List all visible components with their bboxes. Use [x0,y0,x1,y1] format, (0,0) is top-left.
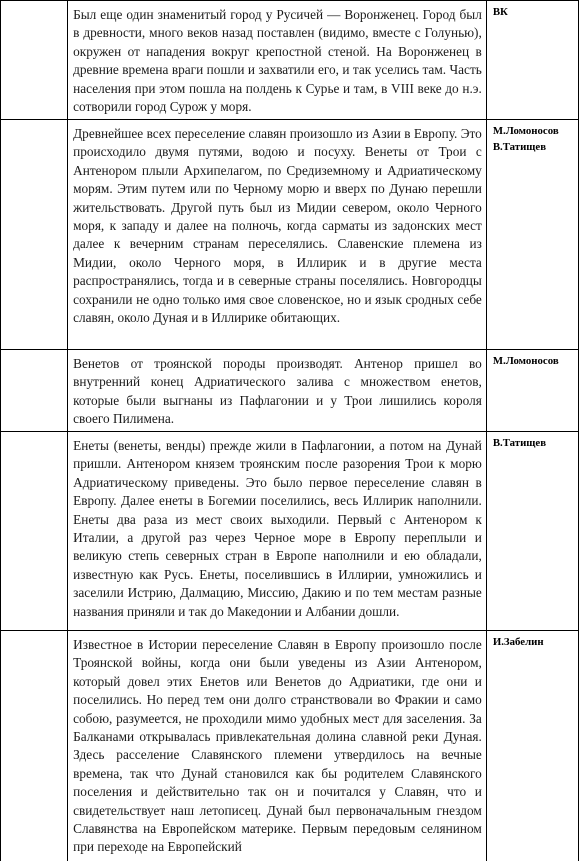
author-name: М.Ломоносов [492,355,559,367]
quote-text: Был еще один знаменитый город у Русичей — Воронженец. Город был в древности, много веков назад поставлен (видимо, вместе с Голунью), окружен от нападения вокруг крепостной стеной. На Воронженец в древние времена враги пошли и захватили его, и так уселись там. Часть населения при этом пошла на полдень к Сурье и там, в VIII веке до н.э. сотворили город Сурож у моря. [73,7,482,115]
empty-cell [1,1,68,120]
quote-text: Енеты (венеты, венды) прежде жили в Пафлагонии, а потом на Дунай пришли. Антенором князем троянским после разорения Трои к морю Адриатическому приведены. Это было первое переселение славян в Европу. Далее енеты в Богемии поселились, весь Иллирик наполнили. Енеты два раза из мест своих выходили. Первый с Антенором к Италии, а другой раз через Черное море в Европу переплыли и великую степь северных стран в Европе наполнили и ею обладали, известную как Русь. Енеты, поселившись в Иллирии, умножились и заселили Истрию, Далмацию, Миссию, Дакию и по тем местам разные названия приняли и так до Македонии и Албании дошли. [73,438,482,619]
quote-text: Венетов от троянской породы производят. Антенор пришел во внутренний конец Адриатического залива с множеством енетов, которые были выгнаны из Пафлагонии и у Трои лишились короля своего Пилимена. [73,356,482,427]
author-name: ВК [492,6,508,18]
author-name: И.Забелин [492,636,544,648]
quote-cell [68,432,487,631]
empty-cell [1,631,68,861]
author-cell [486,432,578,631]
quote-text: Известное в Истории переселение Славян в Европу произошло после Троянской войны, когда они были уведены из Азии Антенором, который довел этих Енетов или Венетов до Адриатики, где они и поселились. Но перед тем они долго странствовали во Фракии и само собою, разумеется, не проходили мимо удобных мест для заселения. За Балканами открывалась привлекательная долина славной реки Дуная. Здесь расселение Славянского племени утвердилось на вечные времена, так что Дунай становился как бы родителем Славянского поселения и действительно так он и почитался у Славян, что и свидетельствует наш летописец. Дунай был первоначальным гнездом Славянства на Европейском материке. Первым передовым селянином при переходе на Европейский [73,637,482,855]
author-name: М.Ломоносов [492,125,559,137]
table-row [1,1,579,120]
empty-cell [1,432,68,631]
table-row [1,350,579,432]
empty-cell [1,120,68,350]
author-cell [486,631,578,861]
quote-cell [68,631,487,861]
empty-cell [1,350,68,432]
author-name: В.Татищев [492,140,547,153]
author-cell [486,1,578,120]
table-row [1,631,579,861]
quote-text: Древнейшее всех переселение славян произошло из Азии в Европу. Это происходило двумя путями, водою и посуху. Венеты от Трои с Антенором плыли Архипелагом, по Средиземному и Адриатическому морям. Этим путем или по Черному морю и вверх по Дунаю перешли жительствовать. Другой путь был из Мидии севером, около Черного моря, к западу и далее на полночь, когда сарматы из задонских мест далее к вечерним странам переселялись. Славенские племена из Мидии, около Черного моря, в Иллирик и в другие места распространялись, тогда и в северные страны поселялись. Новгородцы сохранили не одно только имя свое словенское, но и язык сродных себе славян, около Дуная и в Иллирике обитающих. [73,126,482,326]
quote-cell [68,350,487,432]
author-cell [486,120,578,350]
author-name: В.Татищев [492,437,547,449]
author-cell [486,350,578,432]
table-row [1,120,579,350]
quote-cell [68,1,487,120]
quote-cell [68,120,487,350]
table-row [1,432,579,631]
